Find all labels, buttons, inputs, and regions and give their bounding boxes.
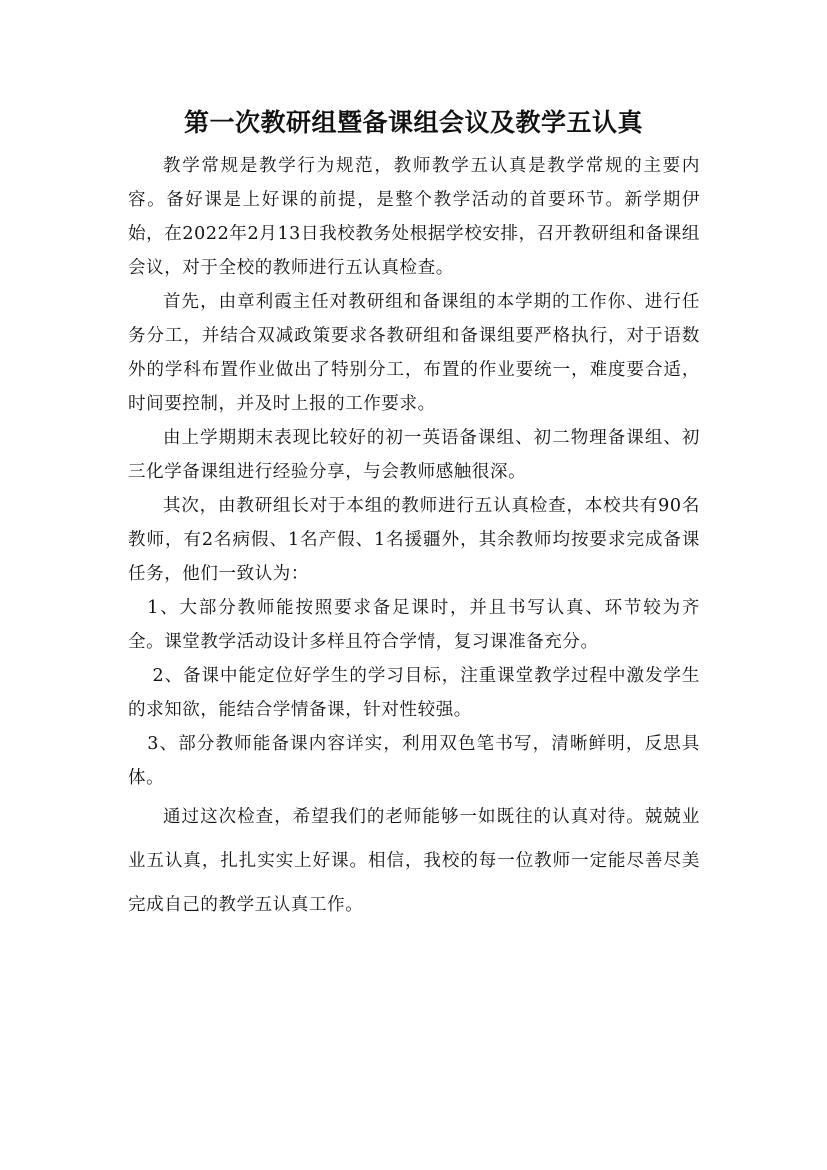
paragraph-point-3: 3、部分教师能备课内容详实，利用双色笔书写，清晰鲜明，反思具体。 [128, 734, 700, 788]
paragraph-experience: 由上学期期末表现比较好的初一英语备课组、初二物理备课组、初三化学备课组进行经验分享，与会教师感触很深。 [128, 428, 700, 482]
paragraph-point-2: 2、备课中能定位好学生的学习目标，注重课堂教学过程中激发学生的求知欲，能结合学情备课，针对性较强。 [128, 666, 700, 720]
document-title: 第一次教研组暨备课组会议及教学五认真 [183, 108, 643, 137]
paragraph-point-1: 1、大部分教师能按照要求备足课时，并且书写认真、环节较为齐全。课堂教学活动设计多样且符合学情，复习课准备充分。 [128, 598, 700, 652]
document-body [128, 149, 700, 927]
paragraph-intro: 教学常规是教学行为规范，教师教学五认真是教学常规的主要内容。备好课是上好课的前提，是整个教学活动的首要环节。新学期伊始，在2022年2月13日我校教务处根据学校安排，召开教研组和备课组会议，对于全校的教师进行五认真检查。 [128, 156, 700, 278]
paragraph-second: 其次，由教研组长对于本组的教师进行五认真检查，本校共有90名教师，有2名病假、1名产假、1名援疆外，其余教师均按要求完成备课任务，他们一致认为： [128, 496, 700, 584]
paragraph-first: 首先，由章利霞主任对教研组和备课组的本学期的工作你、进行任务分工，并结合双减政策要求各教研组和备课组要严格执行，对于语数外的学科布置作业做出了特别分工，布置的作业要统一，难度要合适，时间要控制，并及时上报的工作要求。 [128, 292, 700, 414]
paragraph-conclusion: 通过这次检查，希望我们的老师能够一如既往的认真对待。兢兢业业五认真，扎扎实实上好课。相信，我校的每一位教师一定能尽善尽美完成自己的教学五认真工作。 [128, 807, 700, 915]
